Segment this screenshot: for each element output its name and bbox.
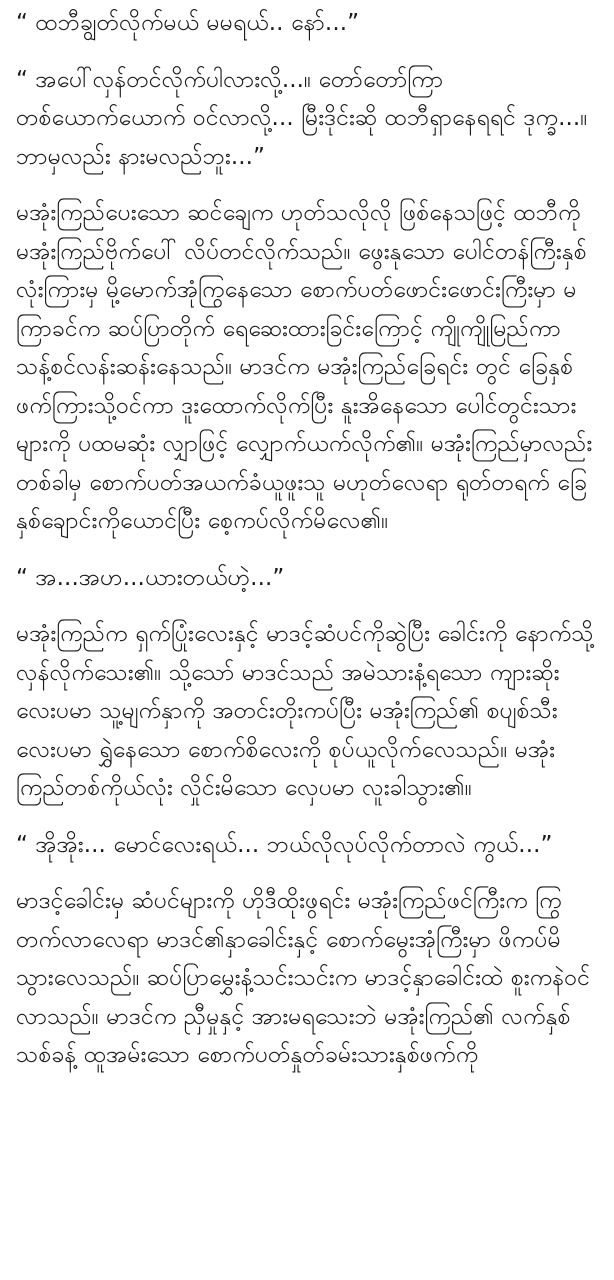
dialogue-paragraph-1: “ ထဘီချွတ်လိုက်မယ် မမရယ်.. နော်...”	[16, 10, 360, 36]
dialogue-paragraph-4: “ အိုအိုး... မောင်လေးရယ်... ဘယ်လိုလုပ်လိုက်တာလဲ ကွယ်...”	[16, 831, 553, 858]
narration-paragraph-2: မအုံးကြည်က ရှက်ပြုံးလေးနှင့် မာဒင့်ဆံပင်ကိုဆွဲပြီး ခေါင်းကို နောက်သို့လှန်လိုက်သေး၏။ သို့သော် မာဒင်သည် အမဲသားနံ့ရသော ကျားဆိုးလေးပမာ သူ့မျက်နှာကို အတင်းတိုးကပ်ပြီး မအုံးကြည်၏ စပျစ်သီးလေးပမာ ရွှဲနေသော စောက်စိလေးကို စုပ်ယူလိုက်လေသည်။ မအုံးကြည်တစ်ကိုယ်လုံး လှိုင်းမိသော လှေပမာ လူးခါသွား၏။	[16, 621, 594, 801]
dialogue-paragraph-2: “ အပေါ်လှန်တင်လိုက်ပါလားလို့...။ တော်တော်ကြာ တစ်ယောက်ယောက် ဝင်လာလို့... မြီးဒိုင်းဆို ထဘီရှာနေရရင် ဒုက္ခ...။ ဘာမှလည်း နားမလည်ဘူး...”	[16, 66, 588, 170]
narration-paragraph-1: မအုံးကြည်ပေးသော ဆင်ချေက ဟုတ်သလိုလို ဖြစ်နေသဖြင့် ထဘီကို မအုံးကြည်ဗိုက်ပေါ် လိပ်တင်လိုက်သည်။ ဖွေးနုသော ပေါင်တန်ကြီးနှစ်လုံးကြားမှ မို့မောက်အုံကြွနေသော စောက်ပတ်ဖောင်းဖောင်းကြီးမှာ မကြာခင်က ဆပ်ပြာတိုက် ရေဆေးထားခြင်းကြောင့် ကျိုကျိုမြည်ကာ သန့်စင်လန်းဆန်းနေသည်။ မာဒင်က မအုံးကြည်ခြေရင်း တွင် ခြေနှစ်ဖက်ကြားသို့ဝင်ကာ ဒူးထောက်လိုက်ပြီး နူးအိနေသော ပေါင်တွင်းသားများကို ပထမဆုံး လျှာဖြင့် လျှောက်ယက်လိုက်၏။ မအုံးကြည်မှာလည်း တစ်ခါမှ စောက်ပတ်အယက်ခံယူဖူးသူ မဟုတ်လေရာ ရုတ်တရက် ခြေနှစ်ချောင်းကိုယောင်ပြီး စေ့ကပ်လိုက်မိလေ၏။	[16, 200, 593, 534]
dialogue-paragraph-3: “ အ...အဟ...ယားတယ်ဟဲ့...”	[16, 564, 285, 591]
narration-paragraph-3: မာဒင့်ခေါင်းမှ ဆံပင်များကို ဟိုဒီထိုးဖွရင်း မအုံးကြည်ဖင်ကြီးက ကြွတက်လာလေရာ မာဒင်၏နှာခေါင်းနှင့် စောက်မွေးအုံကြီးမှာ ဖိကပ်မိသွားလေသည်။ ဆပ်ပြာမွှေးနံ့သင်းသင်းက မာဒင့်နှာခေါင်းထဲ စူးကနဲဝင်လာသည်။ မာဒင်က ညှီမှုနှင့် အားမရသေးဘဲ မအုံးကြည်၏ လက်နှစ်သစ်ခန့် ထူအမ်းသော စောက်ပတ်နှုတ်ခမ်းသားနှစ်ဖက်ကို	[16, 888, 591, 1068]
